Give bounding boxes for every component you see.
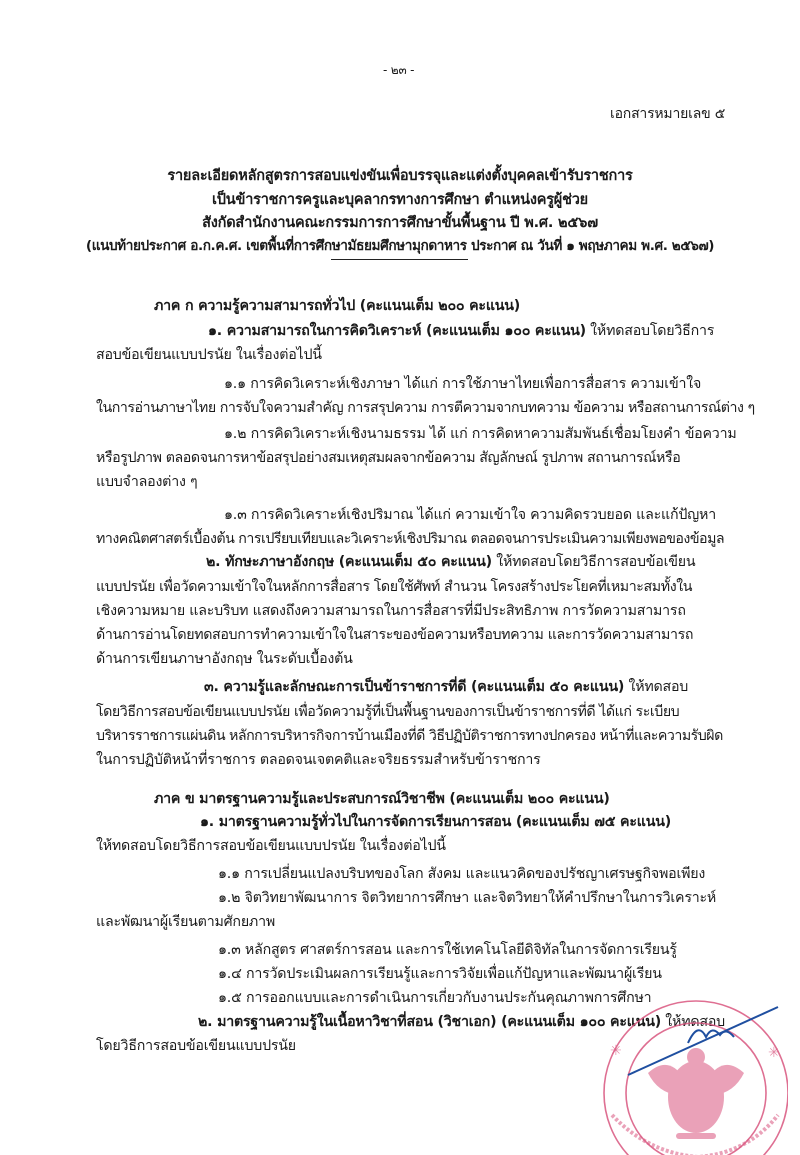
title-line-2: เป็นข้าราชการครูและบุคลากรทางการศึกษา ตำแหน่งครูผู้ช่วย	[212, 192, 588, 208]
section-title-rest: ให้ทดสอบ	[624, 679, 689, 695]
part-b-section-2-line-2: โดยวิธีการสอบข้อเขียนแบบปรนัย	[96, 1038, 296, 1054]
page-number: - ๒๓ -	[383, 63, 415, 77]
part-a-section-3-line-4: ในการปฏิบัติหน้าที่ราชการ ตลอดจนเจตคติและจริยธรรมสำหรับข้าราชการ	[96, 752, 541, 768]
title-line-4: (แนบท้ายประกาศ อ.ก.ค.ศ. เขตพื้นที่การศึกษามัธยมศึกษามุกดาหาร ประกาศ ณ วันที่ ๑ พฤษภาคม พ.ศ. ๒๕๖๗)	[85, 238, 715, 254]
part-b-heading: ภาค ข มาตรฐานความรู้และประสบการณ์วิชาชีพ (คะแนนเต็ม ๒๐๐ คะแนน)	[154, 791, 610, 807]
part-a-item-1-2-line-1: ๑.๒ การคิดวิเคราะห์เชิงนามธรรม ได้ แก่ การคิดหาความสัมพันธ์เชื่อมโยงคำ ข้อความ	[224, 426, 737, 442]
section-title-text: ๒. มาตรฐานความรู้ในเนื้อหาวิชาที่สอน (วิชาเอก) (คะแนนเต็ม ๑๐๐ คะแนน)	[198, 1014, 661, 1030]
part-a-section-2-line-5: ด้านการเขียนภาษาอังกฤษ ในระดับเบื้องต้น	[96, 651, 353, 667]
part-a-item-1-2-line-2: หรือรูปภาพ ตลอดจนการหาข้อสรุปอย่างสมเหตุสมผลจากข้อความ สัญลักษณ์ รูปภาพ สถานการณ์หรือ	[96, 450, 681, 466]
section-title-text: ๑. ความสามารถในการคิดวิเคราะห์ (คะแนนเต็ม ๑๐๐ คะแนน)	[208, 323, 586, 339]
official-seal-icon	[588, 985, 788, 1155]
part-a-section-2-line-2: แบบปรนัย เพื่อวัดความเข้าใจในหลักการสื่อสาร โดยใช้ศัพท์ สำนวน โครงสร้างประโยคที่เหมาะสมทั้งใน	[96, 579, 693, 595]
title-line-3: สังกัดสำนักงานคณะกรรมการการศึกษาขั้นพื้นฐาน ปี พ.ศ. ๒๕๖๗	[202, 215, 598, 231]
part-a-section-3-line-2: โดยวิธีการสอบข้อเขียนแบบปรนัย เพื่อวัดความรู้ที่เป็นพื้นฐานของการเป็นข้าราชการที่ดี ได้แก่ ระเบียบ	[96, 704, 680, 720]
part-a-section-3-line-3: บริหารราชการแผ่นดิน หลักการบริหารกิจการบ้านเมืองที่ดี วิธีปฏิบัติราชการทางปกครอง หน้าที่และความรับผิด	[96, 728, 723, 744]
part-b-item-1-1: ๑.๑ การเปลี่ยนแปลงบริบทของโลก สังคม และแนวคิดของปรัชญาเศรษฐกิจพอเพียง	[218, 866, 706, 882]
part-a-item-1-1-line-2: ในการอ่านภาษาไทย การจับใจความสำคัญ การสรุปความ การตีความจากบทความ ข้อความ หรือสถานการณ์ต่าง ๆ	[96, 400, 755, 416]
part-a-item-1-1-line-1: ๑.๑ การคิดวิเคราะห์เชิงภาษา ได้แก่ การใช้ภาษาไทยเพื่อการสื่อสาร ความเข้าใจ	[224, 376, 702, 392]
part-b-item-1-4: ๑.๔ การวัดประเมินผลการเรียนรู้และการวิจัยเพื่อแก้ปัญหาและพัฒนาผู้เรียน	[218, 966, 662, 982]
part-a-section-3-title	[204, 677, 688, 697]
section-title-rest: ให้ทดสอบโดยวิธีการ	[585, 323, 715, 339]
part-a-section-2-line-4: ด้านการอ่านโดยทดสอบการทำความเข้าใจในสาระของข้อความหรือบทความ และการวัดความสามารถ	[96, 627, 694, 643]
part-a-heading: ภาค ก ความรู้ความสามารถทั่วไป (คะแนนเต็ม ๒๐๐ คะแนน)	[154, 298, 521, 314]
part-a-item-1-2-line-3: แบบจำลองต่าง ๆ	[96, 474, 198, 490]
document-number: เอกสารหมายเลข ๕	[610, 106, 726, 122]
part-b-section-1-title: ๑. มาตรฐานความรู้ทั่วไปในการจัดการเรียนการสอน (คะแนนเต็ม ๗๕ คะแนน)	[200, 814, 671, 830]
part-b-item-1-5: ๑.๕ การออกแบบและการดำเนินการเกี่ยวกับงานประกันคุณภาพการศึกษา	[218, 990, 652, 1006]
part-a-section-1-line-2: สอบข้อเขียนแบบปรนัย ในเรื่องต่อไปนี้	[96, 347, 322, 363]
section-title-rest: ให้ทดสอบโดยวิธีการสอบข้อเขียน	[491, 554, 696, 570]
part-a-section-2-title	[206, 552, 695, 572]
part-a-item-1-3-line-2: ทางคณิตศาสตร์เบื้องต้น การเปรียบเทียบและวิเคราะห์เชิงปริมาณ ตลอดจนการประเมินความเพียงพอของข้อมูล	[96, 531, 725, 547]
title-divider	[331, 259, 468, 260]
section-title-text: ๒. ทักษะภาษาอังกฤษ (คะแนนเต็ม ๕๐ คะแนน)	[206, 554, 492, 570]
section-title-text: ๓. ความรู้และลักษณะการเป็นข้าราชการที่ดี (คะแนนเต็ม ๕๐ คะแนน)	[204, 679, 625, 695]
svg-text:✳: ✳	[610, 1043, 622, 1059]
part-a-section-2-line-3: เชิงความหมาย และบริบท แสดงถึงความสามารถในการสื่อสารที่มีประสิทธิภาพ การวัดความสามารถ	[96, 603, 686, 619]
svg-text:✳: ✳	[768, 1045, 780, 1061]
part-a-section-1-title	[208, 321, 714, 341]
section-title-rest: ให้ทดสอบ	[661, 1014, 725, 1030]
part-b-section-1-line-2: ให้ทดสอบโดยวิธีการสอบข้อเขียนแบบปรนัย ในเรื่องต่อไปนี้	[96, 838, 446, 854]
title-line-1: รายละเอียดหลักสูตรการสอบแข่งขันเพื่อบรรจุและแต่งตั้งบุคคลเข้ารับราชการ	[167, 168, 633, 184]
part-b-item-1-2-line-1: ๑.๒ จิตวิทยาพัฒนาการ จิตวิทยาการศึกษา และจิตวิทยาให้คำปรึกษาในการวิเคราะห์	[218, 890, 717, 906]
part-b-item-1-3: ๑.๓ หลักสูตร ศาสตร์การสอน และการใช้เทคโนโลยีดิจิทัลในการจัดการเรียนรู้	[218, 942, 677, 958]
part-a-item-1-3-line-1: ๑.๓ การคิดวิเคราะห์เชิงปริมาณ ได้แก่ ความเข้าใจ ความคิดรวบยอด และแก้ปัญหา	[224, 507, 716, 523]
part-b-item-1-2-line-2: และพัฒนาผู้เรียนตามศักยภาพ	[96, 914, 275, 930]
